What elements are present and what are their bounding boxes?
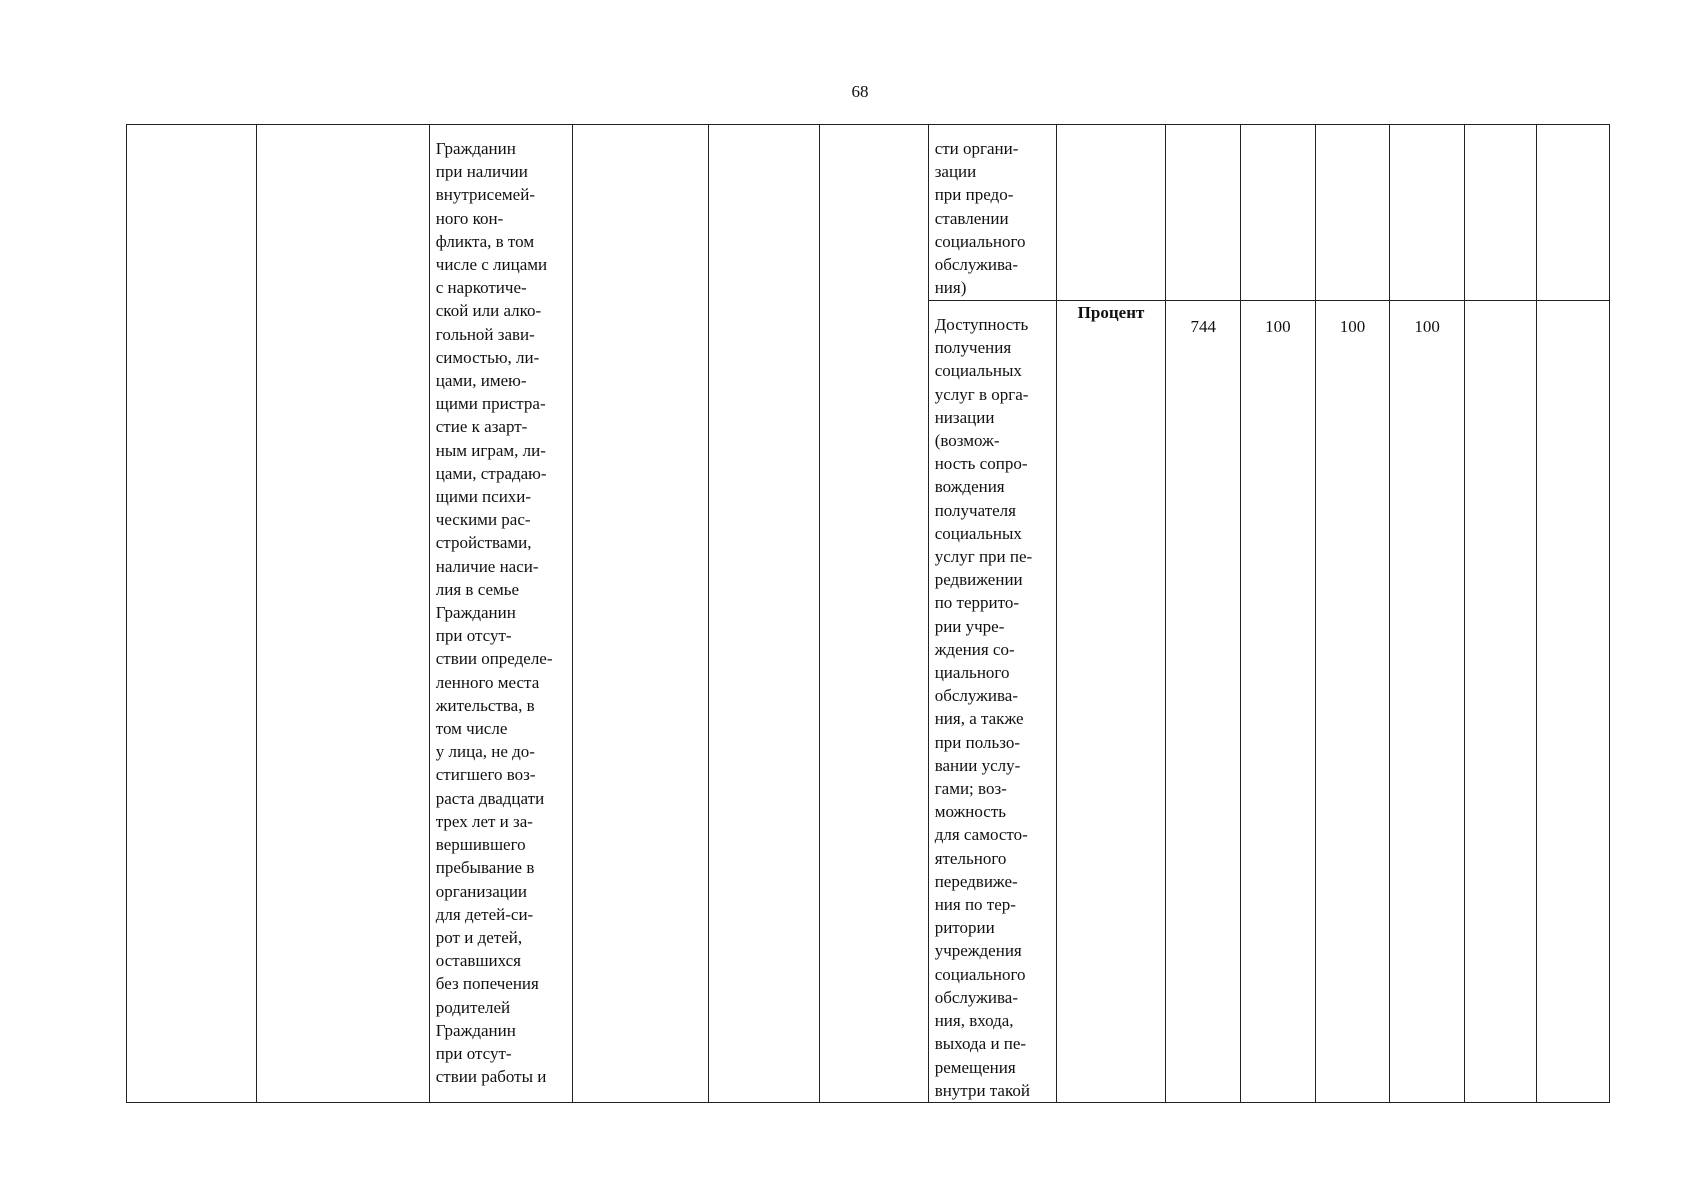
value-cell-3	[1390, 301, 1465, 1103]
value-2: 100	[1339, 317, 1366, 336]
recipient-category-cell	[429, 125, 572, 1103]
cell-top-value-1	[1241, 125, 1316, 301]
cell-top-code	[1166, 125, 1241, 301]
indicator-top-text: сти органи- зации при предо- ставлении социального обслужива- ния)	[934, 139, 1026, 298]
cell-bottom-extra-2	[1537, 301, 1610, 1103]
indicator-bottom-text: Доступность получения социальных услуг в орга- низации (возмож- ность сопро- вождения получателя социальных услуг при пе- редвижении по террито- рии учре- ждения со- циального обслужива- ния, а также при пользо- вании услу- гами; воз- можность для самосто- ятельного передвиже- ния по тер- ритории учреждения социального обслужива- ния, входа, выхода и пе- ремещения внутри такой	[934, 315, 1033, 1100]
cell-top-value-3	[1390, 125, 1465, 301]
cell-top-extra-1	[1464, 125, 1536, 301]
cell-bottom-extra-1	[1464, 301, 1536, 1103]
cell-empty-5	[709, 125, 820, 1103]
services-table	[126, 124, 1610, 1103]
okei-code-cell	[1166, 301, 1241, 1103]
indicator-bottom-cell	[928, 301, 1056, 1103]
cell-top-extra-2	[1537, 125, 1610, 301]
indicator-top-cell	[928, 125, 1056, 301]
cell-empty-2	[257, 125, 430, 1103]
cell-top-value-2	[1315, 125, 1390, 301]
okei-code: 744	[1190, 317, 1216, 336]
value-1: 100	[1265, 317, 1291, 336]
value-3: 100	[1414, 317, 1440, 336]
value-cell-1	[1241, 301, 1316, 1103]
cell-empty-6	[819, 125, 928, 1103]
cell-top-unit	[1056, 125, 1166, 301]
page-number: 68	[851, 82, 869, 101]
cell-empty-1	[127, 125, 257, 1103]
recipient-category-text: Гражданин при наличии внутрисемей- ного кон- фликта, в том числе с лицами с наркотиче- ской или алко- гольной зави- симостью, ли- цами, имею- щими пристра- стие к азарт- ным играм, ли- цами, страдаю- щими психи- ческими рас- стройствами, наличие наси- лия в семье Гражданин при отсут- ствии определе- ленного места жительства, в том числе у лица, не до- стигшего воз- раста двадцати трех лет и за- вершившего пребывание в организации для детей-си- рот и детей, оставшихся без попечения родителей Гражданин при отсут- ствии работы и	[435, 139, 553, 1087]
value-cell-2	[1315, 301, 1390, 1103]
cell-empty-4	[572, 125, 708, 1103]
unit-cell: Процент	[1056, 301, 1166, 1103]
